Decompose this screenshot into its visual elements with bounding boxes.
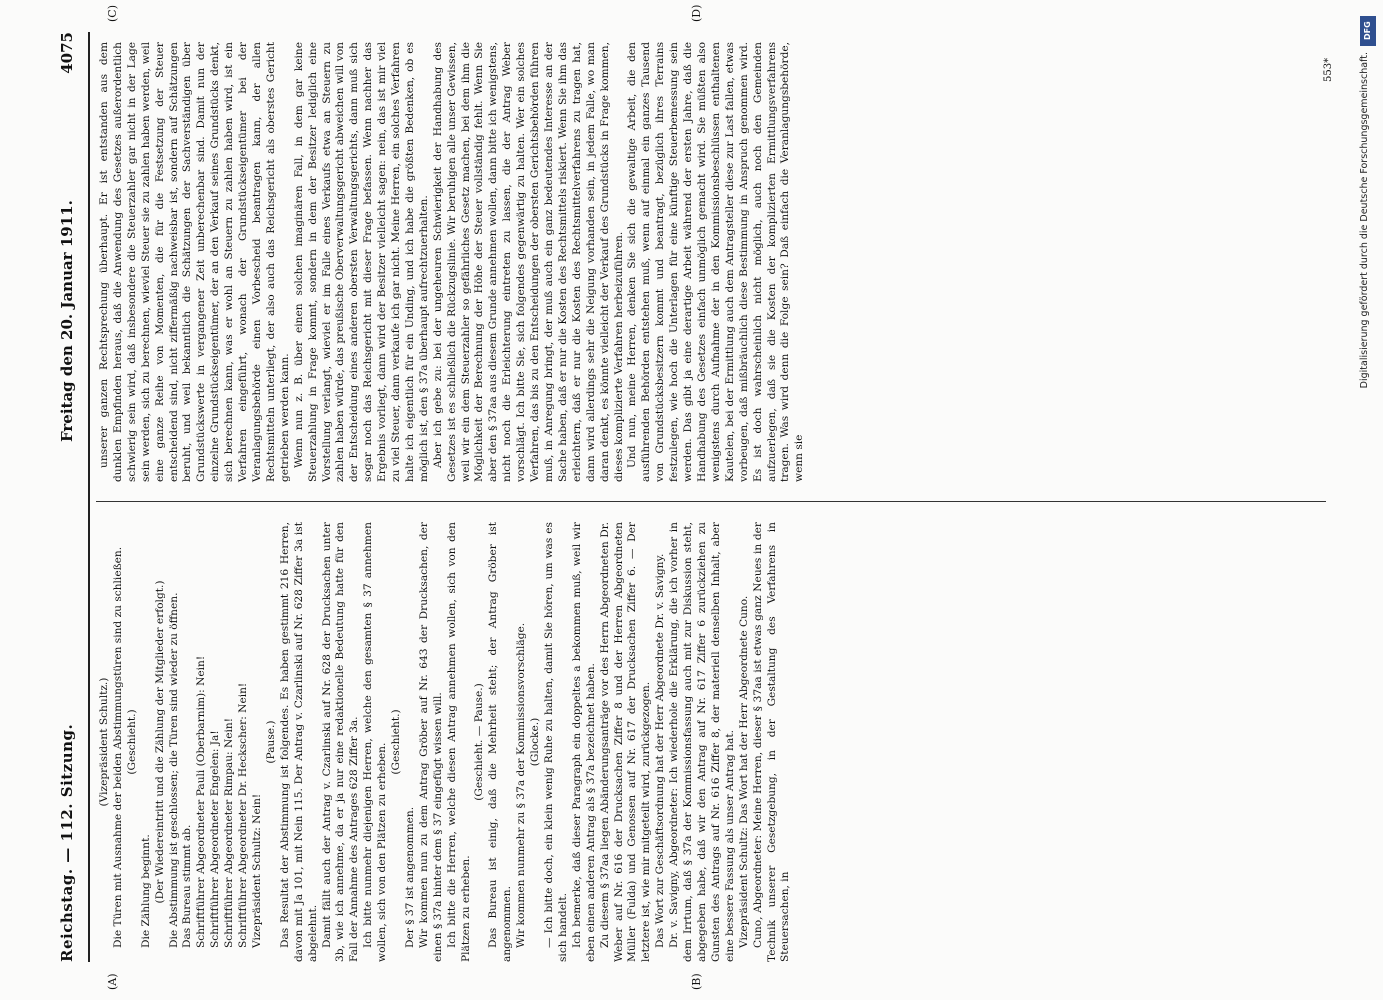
paragraph: Zu diesem § 37aa liegen Abänderungsanträge vor des Herrn Abgeordneten Dr. Weber auf Nr. 616 der Drucksachen Ziffer 8 und der Herren Abgeordneten Müller (Fulda) und Genossen auf Nr. 617 der Drucksachen Ziffer 6. — Der letztere ist, wie mir mitgeteilt wird, zurückgezogen. — [598, 522, 653, 962]
paragraph: unserer ganzen Rechtsprechung überhaupt. Er ist entstanden aus dem dunklen Empfinden heraus, daß die Anwendung des Gesetzes außerordentlich schwierig sein wird, daß insbesondere die Steuerzahler gar nicht in der Lage sein werden, sich zu berechnen, wieviel Steuer sie zu zahlen haben werden, weil eine ganze Reihe von Momenten, die für die Festsetzung der Steuer entscheidend sind, nicht ziffermäßig nachweisbar ist, sondern auf Schätzungen beruht, und weil bekanntlich die Schätzungen der Sachverständigen über Grundstückswerte in vergangener Zeit unberechenbar sind. Damit nun der einzelne Grundstückseigentümer, der an den Verkauf seines Grundstücks denkt, sich berechnen kann, was er wohl an Steuern zu zahlen haben wird, ist ein Verfahren eingeführt, wonach der Grundstückseigentümer bei der Veranlagungsbehörde einen Vorbescheid beantragen kann, der allen Rechtsmitteln unterliegt, der also auch das Reichsgericht als oberstes Gericht getrieben werden kann. — [98, 42, 291, 482]
dfg-credit-text: Digitalisierung gefördert durch die Deutsche Forschungsgemeinschaft. — [1359, 52, 1370, 389]
right-text-column — [98, 42, 807, 482]
rotated-document — [50, 4, 1340, 990]
paragraph: Dr. v. Savigny, Abgeordneter: Ich wiederhole die Erklärung, die ich vorher in dem Irrtum, daß § 37a der Kommissionsfassung auch mit zur Diskussion steht, abgegeben habe, daß wir den Antrag auf Nr. 617 Ziffer 6 zurückziehen zu Gunsten des Antrags auf Nr. 616 Ziffer 8, der materiell denselben Inhalt, aber eine bessere Fassung als unser Antrag hat. — [668, 522, 736, 962]
column-separator — [96, 501, 1326, 502]
paragraph: — Ich bitte doch, ein klein wenig Ruhe zu halten, damit Sie hören, um was es sich handelt. — [543, 522, 569, 962]
paragraph: Ich bitte nunmehr diejenigen Herren, welche den gesamten § 37 annehmen wollen, sich von den Plätzen zu erheben. — [362, 522, 389, 962]
margin-mark-c: (C) — [106, 5, 119, 22]
header-date: Freitag den 20. Januar 1911. — [58, 200, 76, 442]
paragraph: Cuno, Abgeordneter: Meine Herren, dieser § 37aa ist etwas ganz Neues in der Technik unserer Gesetzgebung, in der Gestaltung des Verfahrens in Steuersachen, in — [751, 522, 792, 962]
paragraph: Wenn nun z. B. über einen solchen imaginären Fall, in dem gar keine Steuerzahlung in Frage kommt, sondern in dem der Besitzer lediglich eine Vorstellung verlangt, wieviel er im Falle eines Verkaufs etwa an Steuern zu zahlen haben würde, das preußische Oberverwaltungsgericht abweichen will von der Entscheidung eines anderen obersten Verwaltungsgerichts, dann muß sich sogar noch das Reichsgericht mit dieser Frage befassen. Wenn nachher das Ergebnis vorliegt, dann wird der Besitzer vielleicht sagen: nein, das ist mir viel zu viel Steuer, dann verkaufe ich gar nicht. Meine Herren, ein solches Verfahren halte ich eigentlich für ein Unding, und ich habe die größten Bedenken, ob es möglich ist, den § 37a überhaupt aufrechtzuerhalten. — [292, 42, 430, 482]
paragraph: Und nun, meine Herren, denken Sie sich die gewaltige Arbeit, die den ausführenden Behörden entstehen muß, wenn auf einmal ein ganzes Tausend von Grundstücksbesitzern kommt und beantragt, bezüglich ihres Terrains festzulegen, wie hoch die Unterlagen für eine künftige Steuerbemessung sein werden. Das gibt ja eine derartige Arbeit während der ersten Jahre, daß die Handhabung des Gesetzes einfach unmöglich gemacht wird. Sie müßten also wenigstens durch Aufnahme der in den Kommissionsbeschlüssen enthaltenen Kautelen, bei der Ermittlung auch dem Antragsteller diese zur Last fallen, etwas vorbeugen, daß mißbräuchlich diese Bestimmung in Anspruch genommen wird. Es ist doch wahrscheinlich nicht möglich, auch noch den Gemeinden aufzuerlegen, daß sie die Kosten der komplizierten Ermittlungsverfahrens tragen. Was wird denn die Folge sein? Daß einfach die Veranlagungsbehörde, wenn sie — [626, 42, 806, 482]
header-session: Reichstag. — 112. Sitzung. — [58, 723, 76, 962]
paragraph: Schriftführer Abgeordneter Pauli (Oberbarnim): Nein! — [195, 655, 208, 948]
paragraph: Das Bureau stimmt ab. — [181, 824, 194, 948]
margin-mark-b: (B) — [690, 973, 703, 990]
paragraph: Die Abstimmung ist geschlossen; die Türen sind wieder zu öffnen. — [167, 592, 180, 948]
paragraph: (Geschieht.) — [390, 709, 403, 775]
margin-mark-d: (D) — [690, 4, 703, 22]
paragraph: Vizepräsident Schultz: Das Wort hat der Herr Abgeordnete Cuno. — [737, 595, 750, 948]
paragraph: Wir kommen nun zu dem Antrag Gröber auf Nr. 643 der Drucksachen, der einen § 37a hinter dem § 37 eingefügt wissen will. — [417, 522, 444, 962]
paragraph: Das Bureau ist einig, daß die Mehrheit steht; der Antrag Gröber ist angenommen. — [487, 522, 514, 962]
paragraph: Das Wort zur Geschäftsordnung hat der Herr Abgeordnete Dr. v. Savigny. — [654, 553, 667, 948]
paragraph: Die Türen mit Ausnahme der beiden Abstimmungstüren sind zu schließen. — [111, 546, 124, 948]
paragraph: Das Resultat der Abstimmung ist folgendes. Es haben gestimmt 216 Herren, davon mit Ja 101, mit Nein 115. Der Antrag v. Czarlinski auf Nr. 628 Ziffer 3a ist abgelehnt. — [278, 522, 319, 962]
paragraph: Aber ich gebe zu: bei der ungeheuren Schwierigkeit der Handhabung des Gesetzes ist es schließlich die Rückzugslinie. Wir beruhigen alle unser Gewissen, weil wir ein dem Steuerzahler so gefährliches Gesetz machen, bei dem ihm die Möglichkeit der Berechnung der Höhe der Steuer vollständig fehlt. Wenn Sie aber den § 37aa aus diesem Grunde annehmen wollen, dann bitte ich wenigstens, nicht noch die Erleichterung eintreten zu lassen, die der Antrag Weber vorschlägt. Ich bitte Sie, sich folgendes gegenwärtig zu halten. Wer ein solches Verfahren, das bis zu den Entscheidungen der obersten Gerichtsbehörden führen muß, in Anregung bringt, der muß auch ein ganz bedeutendes Interesse an der Sache haben, daß er nur die Kosten des Rechtsmittels riskiert. Wenn Sie ihm das erleichtern, daß er nur die Kosten des Rechtsmittelverfahrens zu tragen hat, dann wird allerdings sehr die Neigung vorhanden sein, in jedem Falle, wo man daran denkt, es könnte vielleicht der Verkauf des Grundstücks in Frage kommen, dieses komplizierte Verfahren herbeizuführen. — [431, 42, 625, 482]
margin-mark-a: (A) — [106, 973, 119, 990]
paragraph: (Glocke.) — [529, 717, 542, 767]
header-rule — [88, 32, 90, 962]
dfg-logo: DFG — [1360, 16, 1376, 46]
digitization-credit — [1357, 10, 1383, 990]
paragraph: Schriftführer Abgeordneter Dr. Heckscher: Nein! — [237, 682, 250, 948]
paragraph: Der § 37 ist angenommen. — [403, 806, 416, 948]
paragraph: Damit fällt auch der Antrag v. Czarlinski auf Nr. 628 der Drucksachen unter 3b, wie ich annehme, da er ja nur eine redaktionelle Bedeutung hatte für den Fall der Annahme des Antrages 628 Ziffer 3a. — [320, 522, 361, 962]
paragraph: (Geschieht.) — [125, 709, 138, 775]
paragraph: (Der Wiedereintritt und die Zählung der Mitglieder erfolgt.) — [153, 580, 166, 904]
paragraph: (Vizepräsident Schultz.) — [98, 677, 110, 807]
header-page-number: 4075 — [58, 32, 76, 74]
footer-number: 553* — [1323, 57, 1334, 82]
paragraph: Wir kommen nunmehr zu § 37a der Kommissionsvorschläge. — [515, 622, 528, 948]
paragraph: Schriftführer Abgeordneter Rimpau: Nein! — [223, 717, 236, 948]
paragraph: Die Zählung beginnt. — [139, 834, 152, 948]
left-text-column — [98, 522, 793, 962]
paragraph: Ich bitte die Herren, welche diesen Antrag annehmen wollen, sich von den Plätzen zu erheben. — [445, 522, 472, 962]
paragraph: (Geschieht. — Pause.) — [473, 683, 486, 801]
paragraph: Ich bemerke, daß dieser Paragraph ein doppeltes a bekommen muß, weil wir eben einen anderen Antrag als § 37a bezeichnet haben. — [570, 522, 597, 962]
paragraph: Vizepräsident Schultz: Nein! — [250, 793, 263, 948]
paragraph: (Pause.) — [264, 720, 277, 764]
page-header — [50, 32, 92, 962]
paragraph: Schriftführer Abgeordneter Engelen: Ja! — [209, 730, 222, 948]
